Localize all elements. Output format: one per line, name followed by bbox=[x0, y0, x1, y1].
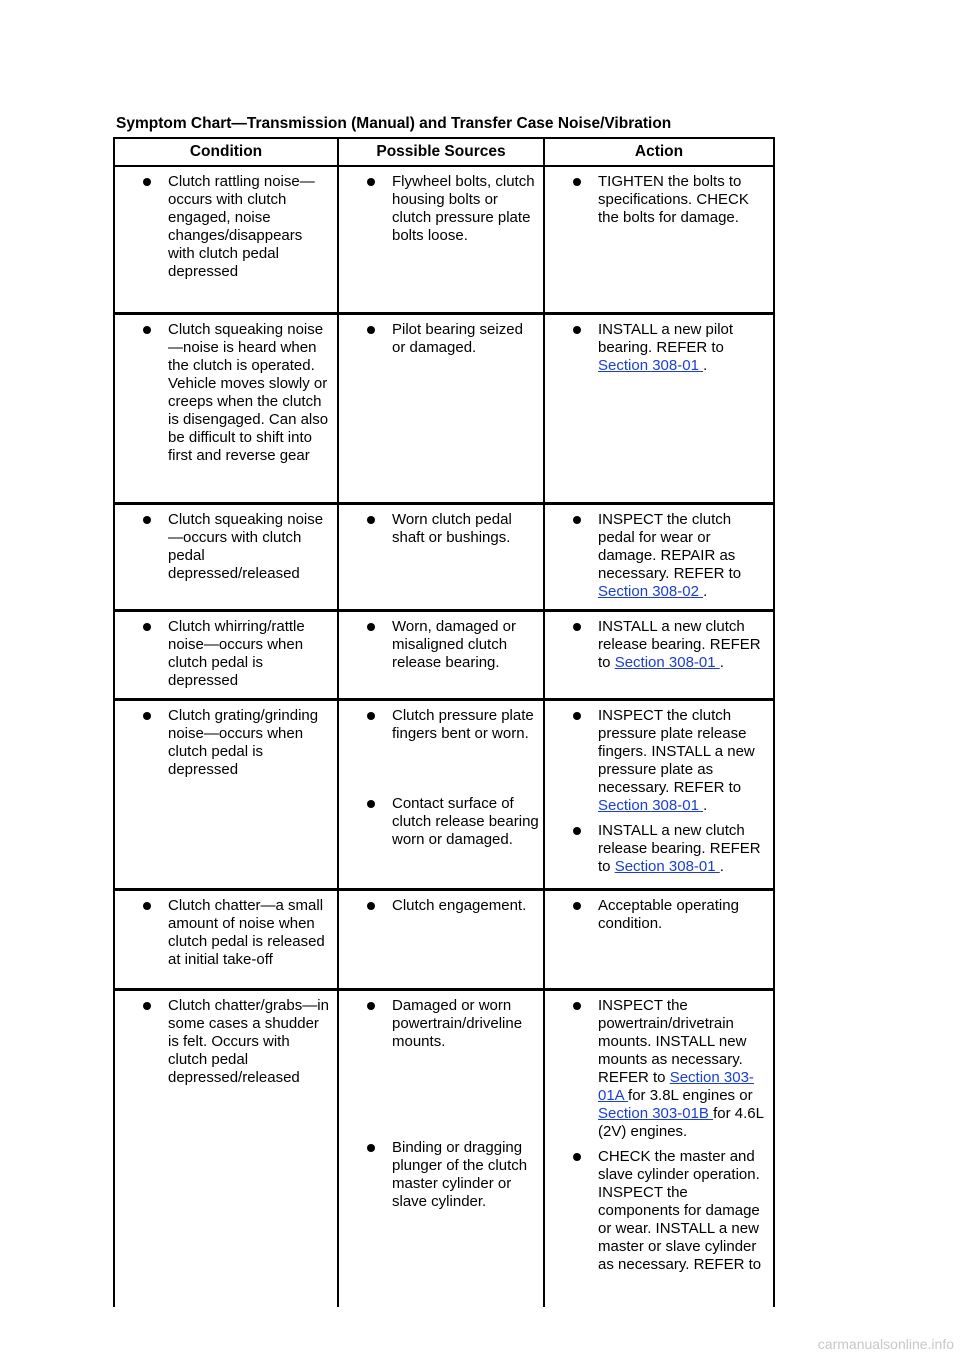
source-cell bbox=[338, 503, 544, 610]
bullet-icon bbox=[367, 902, 375, 910]
bullet-icon bbox=[367, 623, 375, 631]
condition-text: Clutch squeaking noise—noise is heard when the clutch is operated. Vehicle moves slowly or creeps when the clutch is disengaged. Can also be difficult to shift into first and reverse gear bbox=[168, 320, 329, 464]
bullet-icon bbox=[367, 326, 375, 334]
table-row bbox=[114, 503, 774, 610]
bullet-icon bbox=[573, 623, 581, 631]
bullet-icon bbox=[573, 827, 581, 835]
bullet-icon bbox=[573, 902, 581, 910]
table-row bbox=[114, 313, 774, 503]
action-text: Acceptable operating condition. bbox=[598, 896, 739, 932]
page-title: Symptom Chart—Transmission (Manual) and Transfer Case Noise/Vibration bbox=[116, 115, 672, 132]
header-condition: Condition bbox=[114, 138, 338, 166]
bullet-icon bbox=[143, 623, 151, 631]
bullet-icon bbox=[367, 1002, 375, 1010]
source-text: Worn clutch pedal shaft or bushings. bbox=[392, 510, 512, 546]
source-cell bbox=[338, 610, 544, 699]
section-link[interactable]: Section 303-01A bbox=[598, 1068, 754, 1104]
bullet-icon bbox=[143, 712, 151, 720]
bullet-icon bbox=[573, 1153, 581, 1161]
action-text-mid: for 3.8L engines or bbox=[628, 1086, 753, 1104]
bullet-icon bbox=[143, 516, 151, 524]
source-cell bbox=[338, 699, 544, 889]
condition-cell bbox=[114, 989, 338, 1307]
table-row bbox=[114, 699, 774, 889]
action-text-end: . bbox=[703, 356, 708, 374]
source-text: Worn, damaged or misaligned clutch release bearing. bbox=[392, 617, 516, 671]
condition-cell bbox=[114, 503, 338, 610]
bullet-icon bbox=[143, 326, 151, 334]
bullet-icon bbox=[573, 326, 581, 334]
table-row bbox=[114, 889, 774, 989]
condition-cell bbox=[114, 166, 338, 313]
table-row bbox=[114, 610, 774, 699]
action-text: INSPECT the powertrain/drivetrain mounts. INSTALL new mounts as necessary. REFER to bbox=[598, 996, 747, 1086]
source-cell bbox=[338, 989, 544, 1307]
source-cell bbox=[338, 313, 544, 503]
action-cell bbox=[544, 889, 774, 989]
action-text: TIGHTEN the bolts to specifications. CHECK the bolts for damage. bbox=[598, 173, 749, 226]
section-link[interactable]: Section 308-02 bbox=[598, 582, 704, 600]
action-text: INSTALL a new clutch release bearing. REFER to bbox=[598, 617, 761, 671]
action-cell bbox=[544, 610, 774, 699]
section-link[interactable]: Section 303-01B bbox=[598, 1104, 714, 1122]
condition-cell bbox=[114, 889, 338, 989]
bullet-icon bbox=[573, 516, 581, 524]
bullet-icon bbox=[573, 712, 581, 720]
table-row bbox=[114, 989, 774, 1307]
action-cell bbox=[544, 503, 774, 610]
condition-text: Clutch chatter/grabs—in some cases a shudder is felt. Occurs with clutch pedal depressed/released bbox=[168, 996, 329, 1086]
watermark-footer: carmanualsonline.info bbox=[817, 1336, 954, 1352]
action-text-end: . bbox=[719, 857, 724, 875]
source-text: Flywheel bolts, clutch housing bolts or clutch pressure plate bolts loose. bbox=[392, 173, 535, 244]
bullet-icon bbox=[367, 1144, 375, 1152]
condition-text: Clutch chatter—a small amount of noise when clutch pedal is released at initial take-off bbox=[168, 896, 325, 968]
condition-cell bbox=[114, 313, 338, 503]
section-link[interactable]: Section 308-01 bbox=[614, 857, 720, 875]
header-possible-sources: Possible Sources bbox=[338, 138, 544, 166]
section-link[interactable]: Section 308-01 bbox=[598, 796, 704, 814]
section-link[interactable]: Section 308-01 bbox=[614, 653, 720, 671]
bullet-icon bbox=[573, 1002, 581, 1010]
action-cell bbox=[544, 989, 774, 1307]
bullet-icon bbox=[143, 1002, 151, 1010]
action-text: INSPECT the clutch pedal for wear or damage. REPAIR as necessary. REFER to bbox=[598, 510, 742, 582]
header-action: Action bbox=[544, 138, 774, 166]
source-text: Clutch pressure plate fingers bent or worn. bbox=[392, 706, 534, 742]
bullet-icon bbox=[143, 902, 151, 910]
action-text-end: . bbox=[703, 796, 708, 814]
bullet-icon bbox=[573, 178, 581, 186]
condition-text: Clutch whirring/rattle noise—occurs when clutch pedal is depressed bbox=[168, 617, 305, 689]
symptom-chart-table bbox=[113, 137, 775, 1307]
source-text: Pilot bearing seized or damaged. bbox=[392, 320, 523, 356]
bullet-icon bbox=[143, 178, 151, 186]
bullet-icon bbox=[367, 800, 375, 808]
section-link[interactable]: Section 308-01 bbox=[598, 356, 704, 374]
action-text: INSTALL a new clutch release bearing. REFER to bbox=[598, 821, 761, 875]
source-cell bbox=[338, 166, 544, 313]
source-text: Damaged or worn powertrain/driveline mounts. bbox=[392, 996, 523, 1050]
condition-cell bbox=[114, 610, 338, 699]
action-cell bbox=[544, 699, 774, 889]
condition-cell bbox=[114, 699, 338, 889]
table-row bbox=[114, 166, 774, 313]
source-text: Contact surface of clutch release bearing worn or damaged. bbox=[392, 794, 539, 848]
source-text: Clutch engagement. bbox=[392, 896, 527, 914]
bullet-icon bbox=[367, 178, 375, 186]
table-header-row bbox=[114, 138, 774, 166]
action-text-end: . bbox=[703, 582, 708, 600]
action-text-end: for 4.6L (2V) engines. bbox=[598, 1104, 764, 1140]
action-cell bbox=[544, 313, 774, 503]
condition-text: Clutch grating/grinding noise—occurs when clutch pedal is depressed bbox=[168, 706, 319, 778]
action-text: INSTALL a new pilot bearing. REFER to bbox=[598, 320, 734, 356]
bullet-icon bbox=[367, 516, 375, 524]
condition-text: Clutch squeaking noise—occurs with clutch pedal depressed/released bbox=[168, 510, 324, 582]
source-cell bbox=[338, 889, 544, 989]
action-cell bbox=[544, 166, 774, 313]
bullet-icon bbox=[367, 712, 375, 720]
action-text: CHECK the master and slave cylinder operation. INSPECT the components for damage or wear. INSTALL a new master or slave cylinder as necessary. REFER to bbox=[598, 1147, 762, 1273]
action-text-end: . bbox=[719, 653, 724, 671]
action-text: INSPECT the clutch pressure plate release fingers. INSTALL a new pressure plate as necessary. REFER to bbox=[598, 706, 755, 796]
condition-text: Clutch rattling noise—occurs with clutch engaged, noise changes/disappears with clutch pedal depressed bbox=[168, 173, 315, 280]
source-text: Binding or dragging plunger of the clutch master cylinder or slave cylinder. bbox=[392, 1138, 528, 1210]
